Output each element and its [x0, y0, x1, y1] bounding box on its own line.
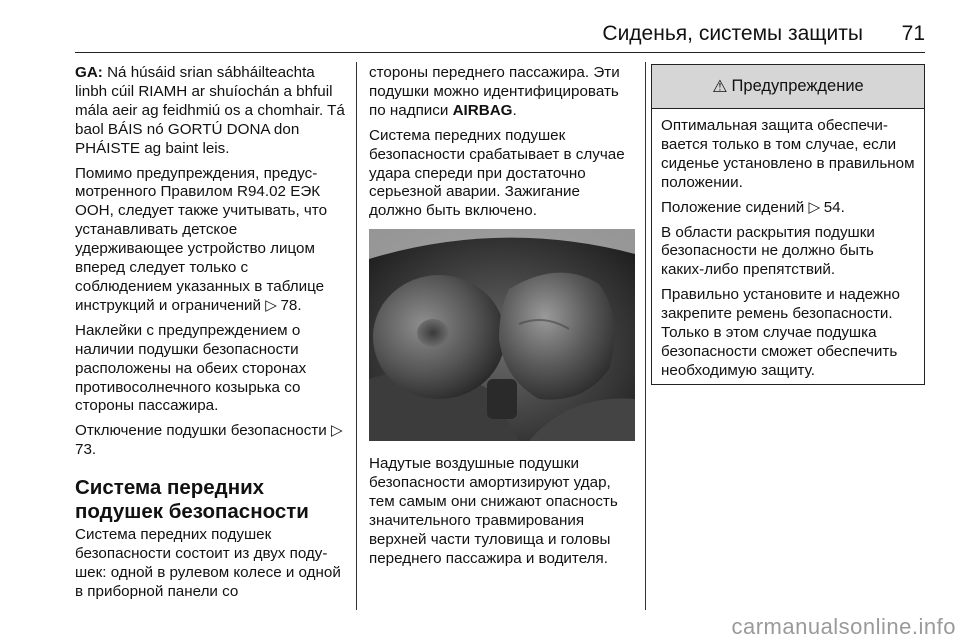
photo-caption: Надутые воздушные подушки безопасности амортизируют удар, тем самым они снижают опасность значительного травмирования верхней части туловища и головы переднего пассажира и водителя.: [369, 455, 618, 567]
irish-warning-paragraph: [75, 64, 347, 159]
warning-paragraph: Положение сидений ▷ 54.: [661, 198, 845, 216]
warning-box: [651, 64, 925, 385]
column-divider-left: [356, 62, 357, 610]
language-label: GA:: [75, 64, 103, 81]
column-divider-right: [645, 62, 646, 610]
warning-triangle-icon: ⚠: [712, 76, 728, 96]
inflated-airbags-photo: [369, 229, 635, 441]
warning-paragraph: Правильно установите и надежно закрепите ремень безопасности. Только в этом случае подушка безопасности сможет обеспечить необходимую защиту.: [661, 286, 900, 379]
watermark: carmanualsonline.info: [731, 614, 956, 639]
deactivation-paragraph: Отключение подушки безопасности ▷ 73.: [75, 422, 343, 459]
reference-arrow-icon: ▷: [808, 198, 821, 216]
page-reference-link[interactable]: 54.: [823, 198, 845, 216]
warning-header: [652, 65, 924, 109]
column-middle: [369, 64, 635, 575]
warning-title: Предупреждение: [731, 77, 864, 95]
system-description-paragraph: Система передних подушек безопасности состоит из двух подушек: одной в рулевом колесе и одной в приборной панели со: [75, 526, 341, 600]
warning-paragraph: Оптимальная защита обеспечивается только в том случае, если сиденье установлено в правильном положении.: [661, 117, 915, 191]
labels-paragraph: Наклейки с предупреждением о наличии подушки безопасности расположены на обеих сторонах противосолнечного козырька со стороны пассажира.: [75, 321, 307, 415]
page-header: [75, 0, 925, 52]
page-number: 71: [901, 22, 925, 45]
reference-arrow-icon: ▷: [265, 296, 277, 314]
section-heading: Система передних подушек безопасности: [75, 476, 309, 524]
warning-paragraph: В области раскрытия подушки безопасности не должно быть каких-либо препятствий.: [661, 223, 875, 279]
irish-warning-text: Ná húsáid srian sábháilteachta linbh cúil RIAMH ar shuíochán a bhfuil mála aeir ag feidhmiú os a chomhair. Tá baol BÁIS nó GORTÚ DONA don PHÁISTE ag baint leis.: [75, 64, 345, 157]
column-left: [75, 64, 347, 608]
regulation-paragraph: Помимо предупреждения, предусмотренного Правилом R94.02 ЕЭК ООН, следует также учитывать, что устанавливать детское удерживающее устройство лицом вперед следует только с соблюдением указанных в таблице инструкций и ограничений ▷ 78.: [75, 164, 328, 314]
page-title: Сиденья, системы защиты: [602, 22, 863, 45]
warning-body: [652, 109, 924, 381]
page-reference-link[interactable]: 73.: [75, 441, 97, 459]
page-reference-link[interactable]: 78.: [280, 296, 302, 314]
header-divider: [75, 52, 925, 53]
activation-paragraph: Система передних подушек безопасности срабатывает в случае удара спереди при достаточно серьезной аварии. Зажигание должно быть включено.: [369, 126, 625, 220]
reference-arrow-icon: ▷: [330, 422, 343, 440]
airbag-label-paragraph: стороны переднего пассажира. Эти подушки можно идентифицировать по надписи AIRBAG.: [369, 64, 620, 119]
airbag-inscription: AIRBAG: [452, 101, 513, 119]
